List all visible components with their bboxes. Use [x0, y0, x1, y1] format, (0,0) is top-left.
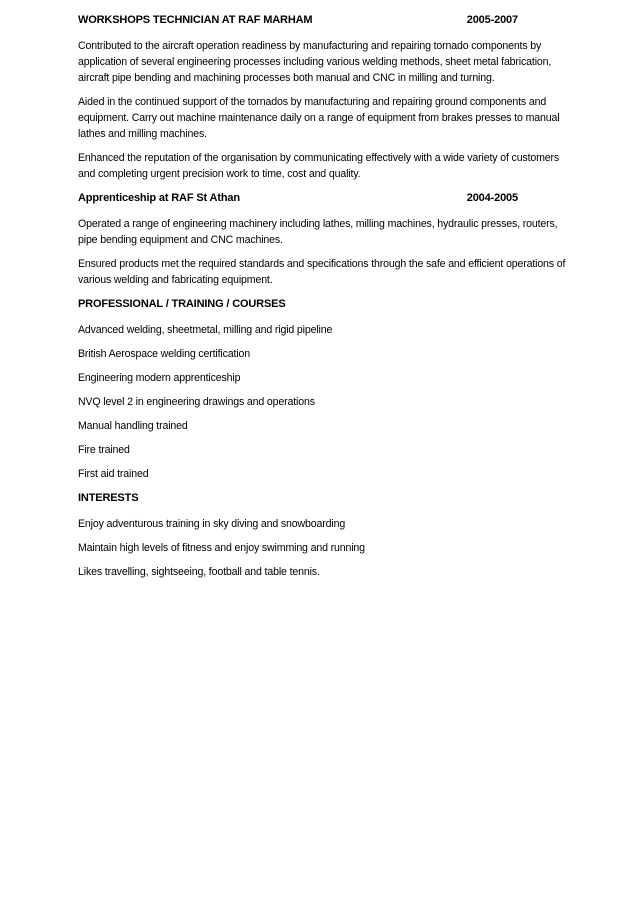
job-heading — [78, 12, 573, 28]
cv-page — [78, 12, 573, 588]
job-apprenticeship — [78, 190, 573, 288]
training-section — [78, 296, 573, 482]
training-heading: PROFESSIONAL / TRAINING / COURSES — [78, 298, 286, 310]
job-years: 2005-2007 — [466, 14, 518, 26]
training-item: Fire trained — [78, 444, 130, 456]
interest-item: Enjoy adventurous training in sky diving and snowboarding — [78, 518, 346, 530]
training-item: Manual handling trained — [78, 420, 188, 432]
job-description-paragraph: Contributed to the aircraft operation readiness by manufacturing and repairing tornado components by application of several engineering processes including various welding methods, sheet metal fabrication, aircraft pipe bending and machining processes both manual and CNC in milling and turning. — [78, 40, 552, 84]
training-item: NVQ level 2 in engineering drawings and operations — [78, 396, 315, 408]
job-raf-marham — [78, 12, 573, 182]
job-description-paragraph: Enhanced the reputation of the organisation by communicating effectively with a wide variety of customers and completing urgent precision work to time, cost and quality. — [78, 152, 560, 180]
job-years: 2004-2005 — [466, 192, 518, 204]
training-item: First aid trained — [78, 468, 149, 480]
job-title: WORKSHOPS TECHNICIAN AT RAF MARHAM — [78, 14, 313, 26]
interests-heading: INTERESTS — [78, 492, 139, 504]
job-title: Apprenticeship at RAF St Athan — [78, 192, 240, 204]
job-heading — [78, 190, 573, 206]
training-item: Advanced welding, sheetmetal, milling and rigid pipeline — [78, 324, 333, 336]
training-item: British Aerospace welding certification — [78, 348, 250, 360]
job-description-paragraph: Operated a range of engineering machinery including lathes, milling machines, hydraulic presses, routers, pipe bending equipment and CNC machines. — [78, 218, 558, 246]
interests-section — [78, 490, 573, 580]
job-description-paragraph: Aided in the continued support of the tornados by manufacturing and repairing ground components and equipment. Carry out machine maintenance daily on a range of equipment from brakes presses to manual lathes and milling machines. — [78, 96, 560, 140]
interest-item: Likes travelling, sightseeing, football and table tennis. — [78, 566, 320, 578]
training-item: Engineering modern apprenticeship — [78, 372, 241, 384]
interest-item: Maintain high levels of fitness and enjoy swimming and running — [78, 542, 365, 554]
job-description-paragraph: Ensured products met the required standards and specifications through the safe and efficient operations of various welding and fabricating equipment. — [78, 258, 566, 286]
